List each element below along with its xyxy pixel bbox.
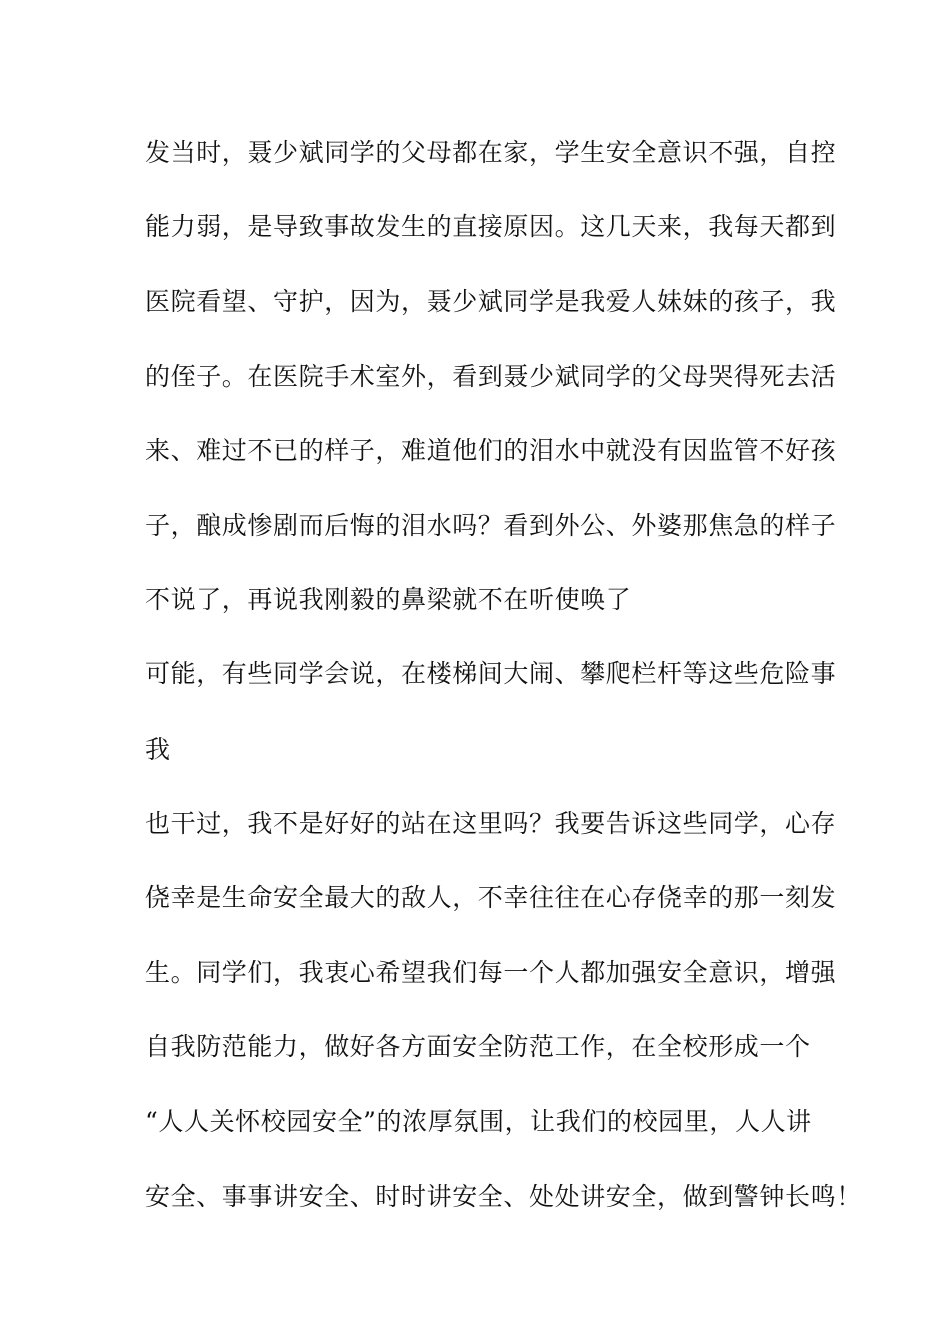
text-line: 生。同学们，我衷心希望我们每一个人都加强安全意识，增强 bbox=[145, 958, 837, 987]
text-line: “人人关怀校园安全”的浓厚氛围，让我们的校园里，人人讲 bbox=[145, 1107, 812, 1136]
text-line: 侥幸是生命安全最大的敌人，不幸往往在心存侥幸的那一刻发 bbox=[145, 883, 837, 912]
text-line: 可能，有些同学会说，在楼梯间大闹、攀爬栏杆等这些危险事 bbox=[145, 659, 837, 688]
text-line: 医院看望、守护，因为，聂少斌同学是我爱人妹妹的孩子，我 bbox=[145, 287, 837, 316]
text-line: 安全、事事讲安全、时时讲安全、处处讲安全，做到警钟长鸣！ bbox=[145, 1182, 862, 1211]
text-line: 子，酿成惨剧而后悔的泪水吗？看到外公、外婆那焦急的样子 bbox=[145, 511, 837, 540]
text-line: 我 bbox=[145, 735, 171, 764]
text-line: 自我防范能力，做好各方面安全防范工作，在全校形成一个 bbox=[145, 1032, 811, 1061]
text-line: 来、难过不已的样子，难道他们的泪水中就没有因监管不好孩 bbox=[145, 436, 837, 465]
text-line: 不说了，再说我刚毅的鼻梁就不在听使唤了 bbox=[145, 585, 632, 614]
text-line: 能力弱，是导致事故发生的直接原因。这几天来，我每天都到 bbox=[145, 212, 837, 241]
text-line: 也干过，我不是好好的站在这里吗？我要告诉这些同学，心存 bbox=[145, 809, 837, 838]
text-line: 的侄子。在医院手术室外，看到聂少斌同学的父母哭得死去活 bbox=[145, 362, 837, 391]
text-line: 发当时，聂少斌同学的父母都在家，学生安全意识不强，自控 bbox=[145, 138, 837, 167]
